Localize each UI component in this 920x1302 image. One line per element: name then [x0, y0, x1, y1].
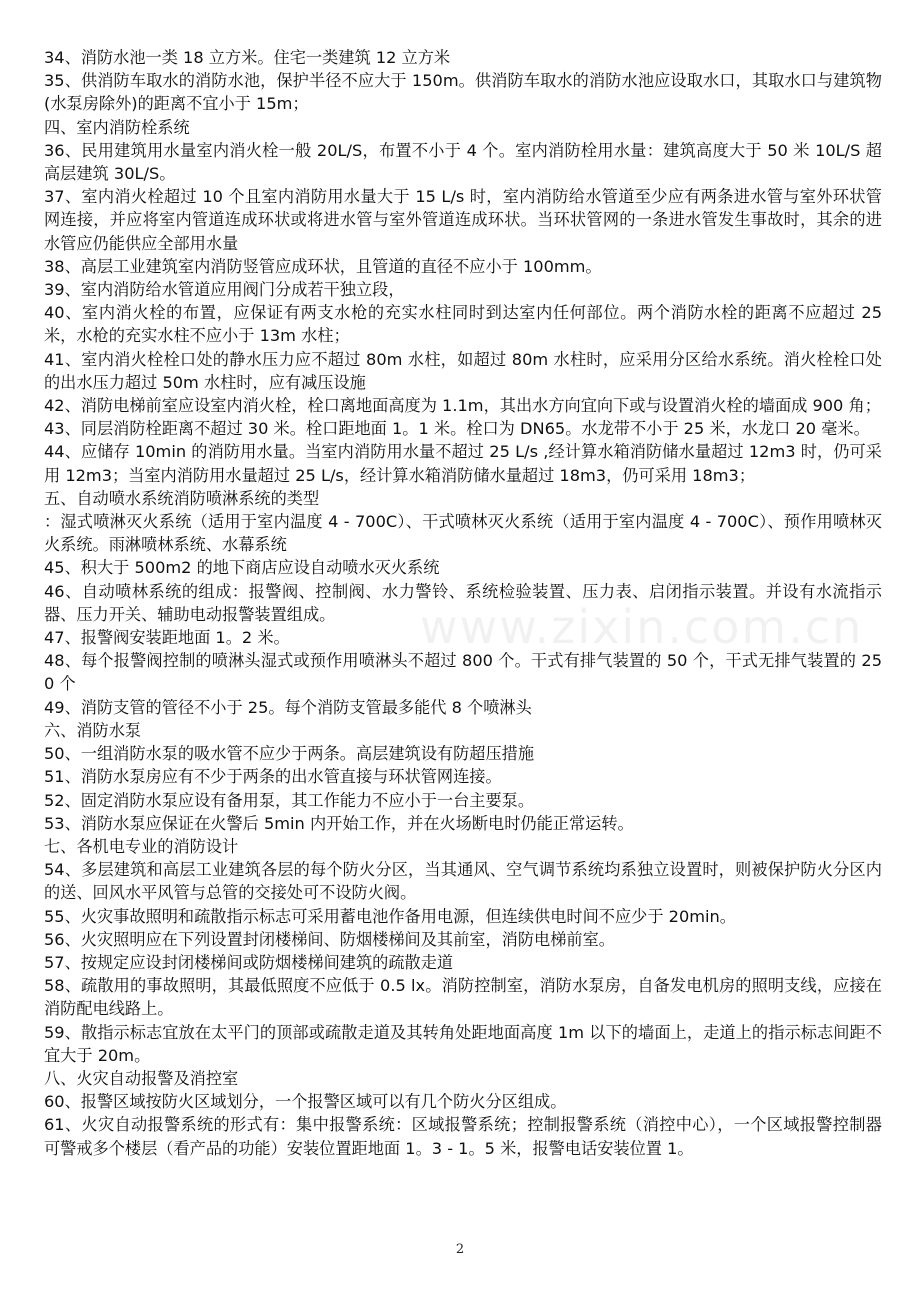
paragraph: 46、自动喷林系统的组成：报警阀、控制阀、水力警铃、系统检验装置、压力表、启闭指示装置。并设有水流指示器、压力开关、辅助电动报警装置组成。 [44, 581, 882, 624]
paragraph: 53、消防水泵应保证在火警后 5min 内开始工作，并在火场断电时仍能正常运转。 [44, 813, 634, 833]
paragraph: 34、消防水池一类 18 立方米。住宅一类建筑 12 立方米 [44, 48, 451, 67]
paragraph: 38、高层工业建筑室内消防竖管应成环状，且管道的直径不应小于 100mm。 [44, 256, 602, 276]
paragraph: 56、火灾照明应在下列设置封闭楼梯间、防烟楼梯间及其前室，消防电梯前室。 [44, 929, 615, 949]
paragraph: 43、同层消防栓距离不超过 30 米。栓口距地面 1。1 米。栓口为 DN65。水龙带不小于 25 米，水龙口 20 毫米。 [44, 419, 870, 439]
paragraph: 52、固定消防水泵应设有备用泵，其工作能力不应小于一台主要泵。 [44, 790, 535, 810]
paragraph: 四、室内消防栓系统 [44, 117, 190, 137]
document-body [44, 46, 882, 1160]
paragraph: 59、散指示标志宜放在太平门的顶部或疏散走道及其转角处距地面高度 1m 以下的墙面上，走道上的指示标志间距不宜大于 20m。 [44, 1022, 882, 1065]
paragraph: 七、各机电专业的消防设计 [44, 836, 239, 856]
paragraph: 50、一组消防水泵的吸水管不应少于两条。高层建筑设有防超压措施 [44, 744, 535, 764]
paragraph: 42、消防电梯前室应设室内消火栓，栓口离地面高度为 1.1m，其出水方向宜向下或与设置消火栓的墙面成 900 角； [44, 396, 881, 416]
paragraph: 36、民用建筑用水量室内消火栓一般 20L/S，布置不小于 4 个。室内消防栓用水量：建筑高度大于 50 米 10L/S 超高层建筑 30L/S。 [44, 140, 882, 184]
paragraph: 37、室内消火栓超过 10 个且室内消防用水量大于 15 L/s 时，室内消防给水管道至少应有两条进水管与室外环状管网连接，并应将室内管道连成环状或将进水管与室外管道连成环状。当环状管网的一条进水管发生事故时，其余的进水管应仍能供应全部用水量 [44, 187, 882, 253]
paragraph: 48、每个报警阀控制的喷淋头湿式或预作用喷淋头不超过 800 个。干式有排气装置的 50 个，干式无排气装置的 250 个 [44, 651, 882, 694]
paragraph: 47、报警阀安装距地面 1。2 米。 [44, 628, 290, 648]
paragraph: 45、积大于 500m2 的地下商店应设自动喷水灭火系统 [44, 558, 440, 578]
page-number: 2 [455, 1242, 465, 1257]
watermark: www.zixin.com.cn [420, 600, 864, 654]
paragraph: 55、火灾事故照明和疏散指示标志可采用蓄电池作备用电源，但连续供电时间不应少于 20min。 [44, 906, 736, 926]
paragraph: 39、室内消防给水管道应用阀门分成若干独立段， [44, 280, 405, 300]
paragraph: 49、消防支管的管径不小于 25。每个消防支管最多能代 8 个喷淋头 [44, 697, 532, 717]
paragraph: 五、自动喷水系统消防喷淋系统的类型 [44, 488, 320, 508]
paragraph: 51、消防水泵房应有不少于两条的出水管直接与环状管网连接。 [44, 767, 502, 787]
paragraph: 六、消防水泵 [44, 720, 142, 740]
paragraph: 八、火灾自动报警及消控室 [44, 1068, 239, 1088]
paragraph: 44、应储存 10min 的消防用水量。当室内消防用水量不超过 25 L/s ,经计算水箱消防储水量超过 12m3 时，仍可采用 12m3；当室内消防用水量超过 25 L/s，经计算水箱消防储水量超过 18m3，仍可采用 18m3； [44, 442, 882, 485]
paragraph: 58、疏散用的事故照明，其最低照度不应低于 0.5 lx。消防控制室，消防水泵房，自备发电机房的照明支线，应接在消防配电线路上。 [44, 976, 882, 1019]
paragraph: 61、火灾自动报警系统的形式有：集中报警系统：区域报警系统；控制报警系统（消控中心），一个区域报警控制器可警戒多个楼层（看产品的功能）安装位置距地面 1。3 - 1。5 米，报警电话安装位置 1。 [44, 1115, 882, 1158]
paragraph: 41、室内消火栓栓口处的静水压力应不超过 80m 水柱，如超过 80m 水柱时，应采用分区给水系统。消火栓栓口处的出水压力超过 50m 水柱时，应有减压设施 [44, 349, 882, 392]
paragraph: 35、供消防车取水的消防水池，保护半径不应大于 150m。供消防车取水的消防水池应设取水口，其取水口与建筑物(水泵房除外)的距离不宜小于 15m； [44, 71, 882, 114]
paragraph: 60、报警区域按防火区域划分，一个报警区域可以有几个防火分区组成。 [44, 1092, 567, 1112]
paragraph: ：湿式喷淋灭火系统（适用于室内温度 4 - 700C）、干式喷林灭火系统（适用于室内温度 4 - 700C）、预作用喷林灭火系统。雨淋喷林系统、水幕系统 [44, 512, 882, 555]
paragraph: 40、室内消火栓的布置，应保证有两支水枪的充实水柱同时到达室内任何部位。两个消防水栓的距离不应超过 25 米，水枪的充实水柱不应小于 13m 水柱； [44, 303, 882, 346]
paragraph: 54、多层建筑和高层工业建筑各层的每个防火分区，当其通风、空气调节系统均系独立设置时，则被保护防火分区内的送、回风水平风管与总管的交接处可不设防火阀。 [44, 860, 882, 903]
paragraph: 57、按规定应设封闭楼梯间或防烟楼梯间建筑的疏散走道 [44, 952, 454, 972]
